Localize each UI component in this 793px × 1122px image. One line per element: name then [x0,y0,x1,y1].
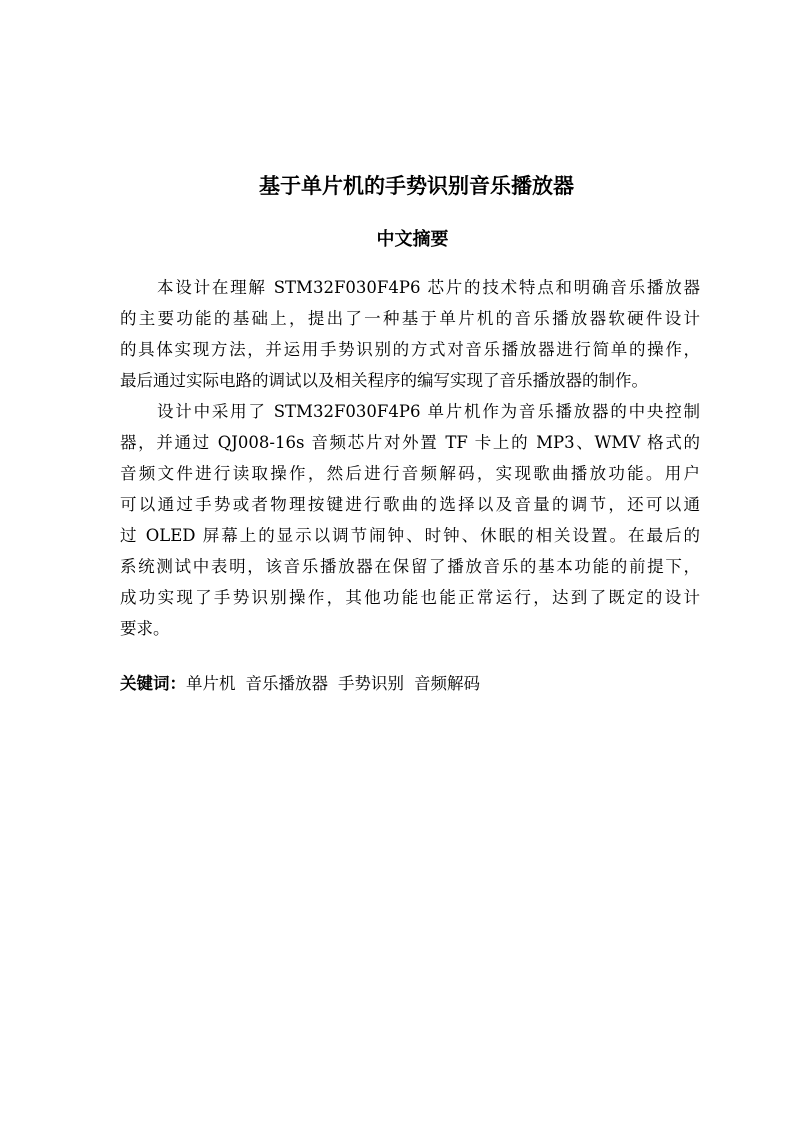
page-title: 基于单片机的手势识别音乐播放器 [259,174,574,198]
abstract-line: 器，并通过 QJ008-16s 音频芯片对外置 TF 卡上的 MP3、WMV 格式的 [120,433,700,452]
abstract-line: 设计中采用了 STM32F030F4P6 单片机作为音乐播放器的中央控制 [157,402,700,421]
keyword-item: 音乐播放器 [245,674,328,693]
keywords-label: 关键词： [120,674,186,693]
abstract-line: 音频文件进行读取操作，然后进行音频解码，实现歌曲播放功能。用户 [120,464,700,483]
keywords-line [120,668,490,699]
abstract-line: 过 OLED 屏幕上的显示以调节闹钟、时钟、休眠的相关设置。在最后的 [120,526,700,545]
abstract-line: 系统测试中表明，该音乐播放器在保留了播放音乐的基本功能的前提下， [120,557,700,576]
keyword-item: 音频解码 [414,674,480,693]
abstract-line: 成功实现了手势识别操作，其他功能也能正常运行，达到了既定的设计 [120,588,700,607]
abstract-line: 本设计在理解 STM32F030F4P6 芯片的技术特点和明确音乐播放器 [157,278,700,297]
abstract-body [120,272,700,644]
abstract-line: 的具体实现方法，并运用手势识别的方式对音乐播放器进行简单的操作， [120,340,700,359]
abstract-line: 要求。 [120,619,170,638]
keyword-item: 单片机 [186,674,236,693]
abstract-line: 的主要功能的基础上，提出了一种基于单片机的音乐播放器软硬件设计 [120,309,700,328]
keyword-item: 手势识别 [338,674,404,693]
abstract-line: 最后通过实际电路的调试以及相关程序的编写实现了音乐播放器的制作。 [120,371,648,390]
section-heading: 中文摘要 [376,229,449,250]
abstract-line: 可以通过手势或者物理按键进行歌曲的选择以及音量的调节，还可以通 [120,495,700,514]
